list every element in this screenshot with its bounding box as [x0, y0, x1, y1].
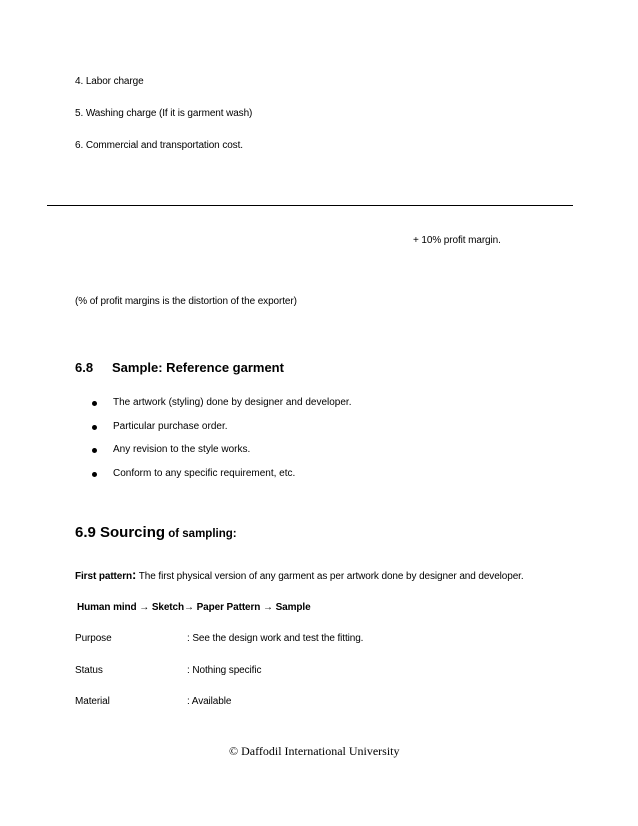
bullet-text: The artwork (styling) done by designer and developer.: [113, 397, 352, 408]
list-item: [92, 444, 351, 468]
bullet-icon: [92, 425, 97, 430]
list-item: [92, 468, 351, 492]
detail-label-material: Material: [75, 696, 110, 707]
sample-bullet-list: [92, 397, 351, 491]
first-pattern-paragraph: [75, 567, 524, 582]
profit-margin-line: + 10% profit margin.: [413, 235, 501, 246]
list-item: [92, 421, 351, 445]
section-title: Sample: Reference garment: [112, 360, 284, 375]
section-6-9-heading: [75, 524, 237, 542]
detail-value-material: : Available: [187, 696, 232, 707]
pattern-flow: Human mind → Sketch→ Paper Pattern → Sample: [77, 602, 311, 613]
bullet-icon: [92, 401, 97, 406]
detail-label-status: Status: [75, 665, 103, 676]
first-pattern-colon: :: [132, 567, 137, 582]
section-6-8-heading: [75, 360, 375, 378]
bullet-icon: [92, 472, 97, 477]
list-item-commercial-cost: 6. Commercial and transportation cost.: [75, 140, 243, 151]
bullet-text: Any revision to the style works.: [113, 444, 251, 455]
bullet-icon: [92, 448, 97, 453]
section-number: 6.8: [75, 360, 94, 375]
horizontal-rule: [47, 205, 573, 206]
section-title-large: 6.9 Sourcing: [75, 524, 166, 541]
first-pattern-label: First pattern: [75, 571, 133, 582]
list-item: [92, 397, 351, 421]
detail-value-purpose: : See the design work and test the fitting.: [187, 633, 364, 644]
first-pattern-text: The first physical version of any garment as per artwork done by designer and developer.: [136, 571, 524, 582]
bullet-text: Conform to any specific requirement, etc.: [113, 467, 296, 479]
profit-note: (% of profit margins is the distortion of the exporter): [75, 296, 297, 307]
detail-value-status: : Nothing specific: [187, 665, 262, 676]
list-item-washing-charge: 5. Washing charge (If it is garment wash): [75, 108, 253, 119]
detail-label-purpose: Purpose: [75, 633, 112, 644]
list-item-labor-charge: 4. Labor charge: [75, 76, 144, 87]
page-footer: © Daffodil International University: [229, 744, 400, 758]
bullet-text: Particular purchase order.: [113, 420, 228, 432]
section-title-small: of sampling:: [165, 528, 237, 540]
